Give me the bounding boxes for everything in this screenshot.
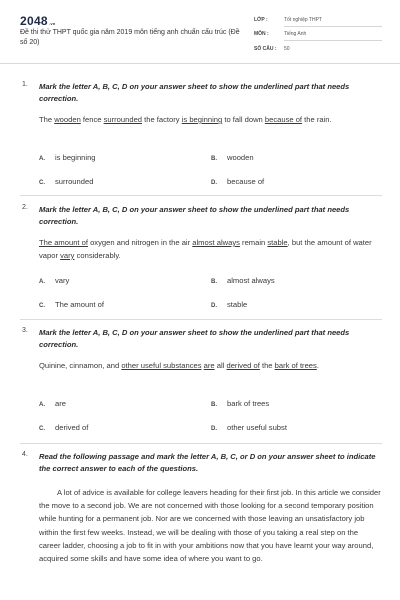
question-instruction: Mark the letter A, B, C, D on your answer sheet to show the underlined part that needs correction. [39, 205, 350, 226]
meta-class-key: LỚP : [254, 17, 268, 23]
meta-class-value: Tốt nghiệp THPT [284, 17, 322, 23]
underlined-part: derived of [226, 361, 260, 370]
option-letter: C. [39, 426, 45, 432]
underlined-part: surrounded [103, 115, 143, 124]
sentence-text: remain [239, 238, 268, 247]
option-b[interactable] [211, 153, 254, 162]
option-d[interactable] [211, 300, 247, 309]
underlined-part: other useful substances [121, 361, 202, 370]
exam-title: Đề thi thử THPT quốc gia năm 2019 môn tiếng anh chuẩn cấu trúc (Đề số 20) [20, 29, 240, 46]
meta-subject-value: Tiếng Anh [284, 31, 307, 37]
sentence-text: , but the amount of water vapor [39, 238, 372, 260]
option-text: bark of trees [227, 399, 270, 408]
option-letter: B. [211, 156, 217, 162]
sentence-text: . [316, 361, 319, 370]
divider [20, 443, 382, 444]
option-c[interactable] [39, 423, 88, 432]
sentence-text: all [214, 361, 227, 370]
option-c[interactable] [39, 300, 104, 309]
sentence-text: the factory [142, 115, 182, 124]
option-letter: D. [211, 303, 217, 309]
site-logo[interactable] [20, 14, 56, 28]
option-text: because of [227, 177, 265, 186]
option-a[interactable] [39, 276, 69, 285]
divider [20, 195, 382, 196]
option-a[interactable] [39, 153, 96, 162]
question-sentence [39, 113, 381, 126]
underlined-part: is beginning [181, 115, 223, 124]
option-letter: A. [39, 279, 45, 285]
sentence-text: the rain. [302, 115, 332, 124]
option-text: are [55, 399, 66, 408]
underlined-part: are [203, 361, 215, 370]
option-text: other useful subst [227, 423, 287, 432]
underlined-part: almost always [192, 238, 240, 247]
option-b[interactable] [211, 276, 275, 285]
sentence-text: Quinine, cinnamon, and [39, 361, 122, 370]
logo-suffix: .vn [48, 21, 56, 26]
option-text: almost always [227, 276, 275, 285]
option-letter: A. [39, 156, 45, 162]
option-d[interactable] [211, 423, 287, 432]
option-text: wooden [227, 153, 254, 162]
question-number: 2. [22, 204, 28, 211]
option-letter: D. [211, 180, 217, 186]
underlined-part: because of [264, 115, 303, 124]
option-letter: B. [211, 402, 217, 408]
question-instruction: Mark the letter A, B, C, D on your answer sheet to show the underlined part that needs correction. [39, 82, 350, 103]
reading-passage: A lot of advice is available for college leavers heading for their first job. In this article we consider the move to a second job. We are not concerned with those looking for a second temporary position while hunting for a permanent job. Nor are we concerned with those leaving an unsatisfactory job within the first few weeks. Instead, we will be dealing with those of you taking a real step on the career ladder, choosing a job to fit in with your ambitions now that you have learnt your way around, acquired some skills and have some idea of where you want to go. [39, 488, 381, 564]
sentence-text: The [39, 115, 55, 124]
underlined-part: The amount of [39, 238, 88, 247]
option-letter: D. [211, 426, 217, 432]
sentence-text: fence [80, 115, 104, 124]
meta-count-value: 50 [284, 46, 290, 52]
question-sentence [39, 359, 381, 372]
underlined-part: stable [267, 238, 288, 247]
option-letter: A. [39, 402, 45, 408]
option-text: vary [55, 276, 70, 285]
option-text: surrounded [55, 177, 94, 186]
question-instruction: Read the following passage and mark the letter A, B, C, or D on your answer sheet to indicate the correct answer to each of the questions. [39, 452, 376, 473]
option-text: stable [227, 300, 248, 309]
option-text: The amount of [55, 300, 104, 309]
question-number: 4. [22, 451, 28, 458]
option-letter: B. [211, 279, 217, 285]
divider [20, 319, 382, 320]
question-instruction: Mark the letter A, B, C, D on your answer sheet to show the underlined part that needs correction. [39, 328, 350, 349]
option-d[interactable] [211, 177, 264, 186]
page-header [0, 0, 400, 64]
option-b[interactable] [211, 399, 269, 408]
sentence-text: considerably. [74, 251, 121, 260]
logo-text: 2048 [20, 14, 48, 28]
option-text: is beginning [55, 153, 96, 162]
underlined-part: wooden [54, 115, 81, 124]
sentence-text: oxygen and nitrogen in the air [87, 238, 193, 247]
sentence-text: the [259, 361, 275, 370]
question-number: 3. [22, 327, 28, 334]
meta-count-key: SỐ CÂU : [254, 46, 277, 52]
option-letter: C. [39, 303, 45, 309]
underlined-part: vary [60, 251, 75, 260]
option-letter: C. [39, 180, 45, 186]
question-sentence [39, 236, 381, 262]
question-number: 1. [22, 81, 28, 88]
option-text: derived of [55, 423, 89, 432]
option-a[interactable] [39, 399, 66, 408]
meta-subject-key: MÔN : [254, 31, 269, 37]
option-c[interactable] [39, 177, 93, 186]
sentence-text: to fall down [222, 115, 265, 124]
underlined-part: bark of trees [274, 361, 317, 370]
